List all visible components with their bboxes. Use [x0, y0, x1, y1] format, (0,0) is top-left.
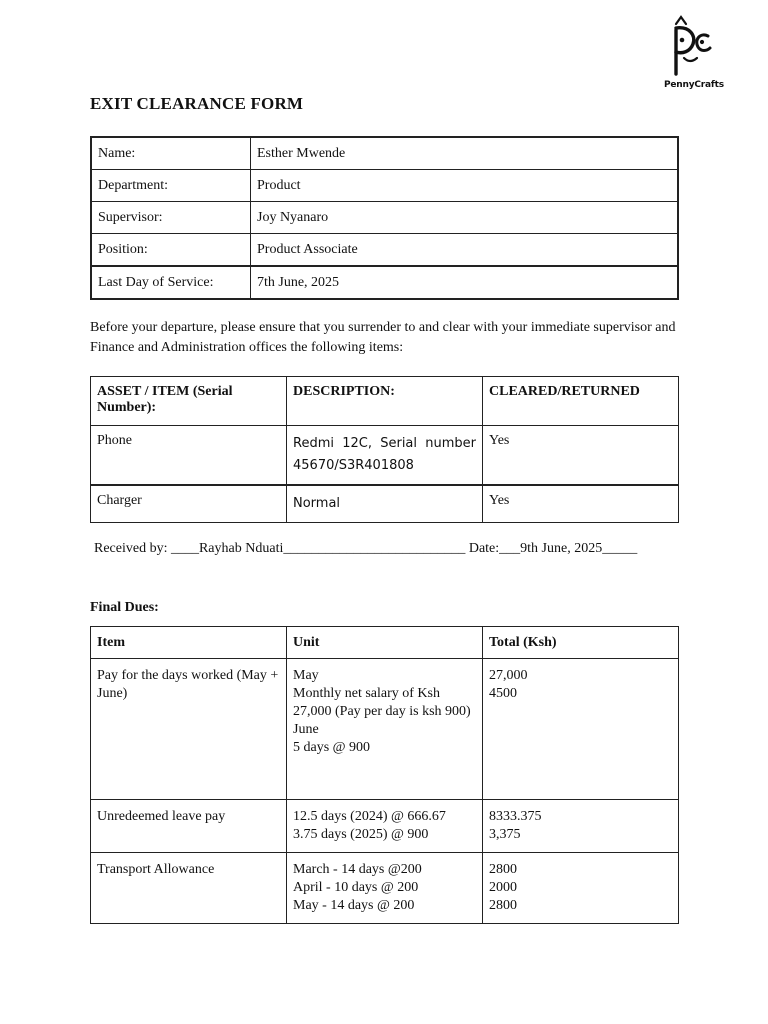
- company-logo: [660, 14, 732, 94]
- total-line: 8333.375: [489, 809, 542, 824]
- table-header-row: [91, 377, 679, 426]
- assets-table: [90, 376, 679, 523]
- unit-line: 3.75 days (2025) @ 900: [293, 827, 429, 842]
- table-row: [91, 170, 678, 202]
- table-row: [91, 659, 679, 800]
- asset-item: Charger: [91, 485, 287, 523]
- column-header: ASSET / ITEM (Serial Number):: [91, 377, 287, 426]
- employee-info-table: [90, 136, 679, 300]
- dues-unit: [287, 659, 483, 800]
- field-label: Last Day of Service:: [91, 266, 251, 299]
- logo-text: PennyCrafts: [664, 80, 724, 90]
- dues-total: [483, 800, 679, 853]
- table-row: [91, 202, 678, 234]
- instructions-paragraph: Before your departure, please ensure that you surrender to and clear with your immediate supervisor and Finance and Administration offices the following items:: [90, 320, 676, 355]
- page-title: EXIT CLEARANCE FORM: [90, 94, 304, 113]
- column-header: DESCRIPTION:: [287, 377, 483, 426]
- dues-total: [483, 659, 679, 800]
- final-dues-table: [90, 626, 679, 924]
- dues-total: [483, 853, 679, 924]
- field-value: Esther Mwende: [251, 137, 679, 170]
- column-header: Total (Ksh): [483, 627, 679, 659]
- table-header-row: [91, 627, 679, 659]
- dues-unit: [287, 800, 483, 853]
- column-header: CLEARED/RETURNED: [483, 377, 679, 426]
- dues-item: Transport Allowance: [91, 853, 287, 924]
- total-line: 2000: [489, 880, 517, 895]
- table-row: [91, 485, 679, 523]
- received-by-line: Received by: ____Rayhab Nduati__________________________ Date:___9th June, 2025_____: [94, 541, 638, 556]
- unit-line: May: [293, 668, 319, 683]
- table-row: [91, 426, 679, 486]
- asset-description: Redmi 12C, Serial number 45670/S3R401808: [287, 426, 483, 486]
- column-header: Item: [91, 627, 287, 659]
- total-line: 4500: [489, 686, 517, 701]
- asset-cleared: Yes: [483, 485, 679, 523]
- unit-line: 12.5 days (2024) @ 666.67: [293, 809, 446, 824]
- field-label: Name:: [91, 137, 251, 170]
- asset-description: Normal: [287, 485, 483, 523]
- field-label: Supervisor:: [91, 202, 251, 234]
- total-line: 27,000: [489, 668, 528, 683]
- table-row: [91, 800, 679, 853]
- unit-line: Monthly net salary of Ksh 27,000 (Pay per day is ksh 900): [293, 686, 471, 719]
- dues-item: Unredeemed leave pay: [91, 800, 287, 853]
- field-value: Product: [251, 170, 679, 202]
- field-label: Department:: [91, 170, 251, 202]
- unit-line: March - 14 days @200: [293, 862, 422, 877]
- asset-item: Phone: [91, 426, 287, 486]
- table-row: [91, 266, 678, 299]
- final-dues-heading: Final Dues:: [90, 600, 159, 615]
- table-row: [91, 137, 678, 170]
- total-line: 3,375: [489, 827, 521, 842]
- field-value: 7th June, 2025: [251, 266, 679, 299]
- total-line: 2800: [489, 898, 517, 913]
- pennycrafts-logo-icon: [660, 14, 732, 80]
- unit-line: June: [293, 722, 319, 737]
- field-label: Position:: [91, 234, 251, 267]
- dues-item: Pay for the days worked (May + June): [91, 659, 287, 800]
- field-value: Product Associate: [251, 234, 679, 267]
- table-row: [91, 234, 678, 267]
- field-value: Joy Nyanaro: [251, 202, 679, 234]
- total-line: 2800: [489, 862, 517, 877]
- column-header: Unit: [287, 627, 483, 659]
- unit-line: 5 days @ 900: [293, 740, 371, 755]
- table-row: [91, 853, 679, 924]
- asset-cleared: Yes: [483, 426, 679, 486]
- unit-line: May - 14 days @ 200: [293, 898, 415, 913]
- unit-line: April - 10 days @ 200: [293, 880, 419, 895]
- dues-unit: [287, 853, 483, 924]
